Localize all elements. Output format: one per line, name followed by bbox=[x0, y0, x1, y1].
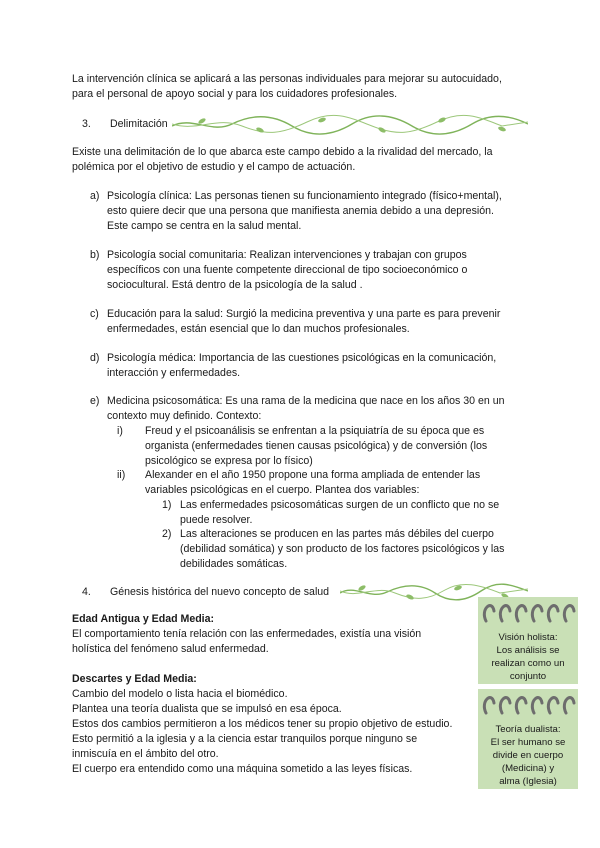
note-line: Teoría dualista: bbox=[495, 724, 561, 735]
sub-list-item bbox=[117, 424, 537, 470]
text-line: Existe una delimitación de lo que abarca este campo debido a la rivalidad del mercado, la bbox=[72, 146, 493, 158]
spiral-rings-icon bbox=[478, 597, 578, 627]
text-line: Cambio del modelo o lista hacia el biomédico. bbox=[72, 688, 288, 700]
list-marker: a) bbox=[90, 190, 100, 202]
list-item bbox=[90, 248, 530, 294]
antigua-block bbox=[72, 612, 421, 657]
list-marker: 2) bbox=[162, 528, 172, 540]
text-line: Las enfermedades psicosomáticas surgen de un conflicto que no se bbox=[180, 499, 500, 511]
text-line: organista (enfermedades tienen causas psicológica) y de conversión (los bbox=[145, 440, 488, 452]
text-line: holística del fenómeno salud enfermedad. bbox=[72, 643, 269, 655]
list-marker: i) bbox=[117, 425, 123, 437]
text-line: psicológico se expresa por lo físico) bbox=[145, 455, 313, 467]
text-line: específicos con una fuente competente direccional de tipo socioeconómico o bbox=[107, 264, 468, 276]
descartes-block bbox=[72, 672, 452, 777]
text-line: debilidades somáticas. bbox=[180, 558, 288, 570]
section-title: Génesis histórica del nuevo concepto de salud bbox=[110, 586, 330, 598]
sub-sub-list-item bbox=[162, 498, 542, 529]
list-item bbox=[90, 189, 530, 235]
text-line: Freud y el psicoanálisis se enfrentan a la psiquiatría de su época que es bbox=[145, 425, 485, 437]
text-line: Psicología social comunitaria: Realizan intervenciones y trabajan con grupos bbox=[107, 249, 467, 261]
text-line: enfermedades, están esencial que lo dan muchos profesionales. bbox=[107, 323, 410, 335]
text-line: Plantea una teoría dualista que se impulsó en esa época. bbox=[72, 703, 342, 715]
section-number: 4. bbox=[82, 586, 91, 598]
list-marker: e) bbox=[90, 395, 100, 407]
text-line: contexto muy definido. Contexto: bbox=[107, 410, 262, 422]
vine-decoration bbox=[172, 112, 528, 138]
block-title: Edad Antigua y Edad Media: bbox=[72, 613, 215, 625]
note-line: (Medicina) y bbox=[501, 763, 555, 774]
intro-paragraph bbox=[72, 72, 502, 102]
spiral-rings-icon bbox=[478, 689, 578, 719]
text-line: Esto permitió a la iglesia y a la ciencia estar tranquilos porque ninguno se bbox=[72, 733, 418, 745]
list-item bbox=[90, 351, 530, 382]
list-marker: b) bbox=[90, 249, 100, 261]
text-line: sociocultural. Está dentro de la psicología de la salud . bbox=[107, 279, 363, 291]
block-title: Descartes y Edad Media: bbox=[72, 673, 197, 685]
note-line: Los análisis se bbox=[496, 645, 560, 656]
list-marker: d) bbox=[90, 352, 100, 364]
text-line: Estos dos cambios permitieron a los médicos tener su propio objetivo de estudio. bbox=[72, 718, 453, 730]
section-number: 3. bbox=[82, 118, 91, 130]
delimitation-paragraph bbox=[72, 145, 492, 175]
text-line: Psicología médica: Importancia de las cuestiones psicológicas en la comunicación, bbox=[107, 352, 497, 364]
text-line: El cuerpo era entendido como una máquina sometido a las leyes físicas. bbox=[72, 763, 413, 775]
text-line: Alexander en el año 1950 propone una forma ampliada de entender las bbox=[145, 469, 481, 481]
sub-sub-list-item bbox=[162, 527, 542, 573]
sticky-note-dualista bbox=[478, 689, 578, 789]
text-line: Psicología clínica: Las personas tienen su funcionamiento integrado (físico+mental), bbox=[107, 190, 502, 202]
list-item bbox=[90, 394, 530, 425]
note-line: El ser humano se bbox=[490, 737, 566, 748]
text-line: polémica por el objetivo de estudio y el campo de actuación. bbox=[72, 161, 356, 173]
note-line: alma (Iglesia) bbox=[499, 776, 557, 787]
text-line: (debilidad somática) y son producto de los factores psicológicos y las bbox=[180, 543, 505, 555]
sub-list-item bbox=[117, 468, 537, 499]
note-line: realizan como un bbox=[491, 658, 565, 669]
sticky-note-holista bbox=[478, 597, 578, 684]
note-line: Visión holista: bbox=[498, 632, 558, 643]
text-line: El comportamiento tenía relación con las enfermedades, existía una visión bbox=[72, 628, 422, 640]
text-line: puede resolver. bbox=[180, 514, 253, 526]
section-title: Delimitación bbox=[110, 118, 168, 130]
text-line: Este campo se centra en la salud mental. bbox=[107, 220, 302, 232]
list-marker: c) bbox=[90, 308, 99, 320]
text-line: inmiscuía en el ámbito del otro. bbox=[72, 748, 219, 760]
note-line: divide en cuerpo bbox=[492, 750, 564, 761]
text-line: para el personal de apoyo social y para los cuidadores profesionales. bbox=[72, 88, 398, 100]
list-marker: 1) bbox=[162, 499, 172, 511]
note-line: conjunto bbox=[509, 671, 547, 682]
list-item bbox=[90, 307, 530, 338]
text-line: La intervención clínica se aplicará a las personas individuales para mejorar su autocuidado, bbox=[72, 73, 502, 85]
text-line: Medicina psicosomática: Es una rama de la medicina que nace en los años 30 en un bbox=[107, 395, 505, 407]
text-line: interacción y enfermedades. bbox=[107, 367, 241, 379]
text-line: esto quiere decir que una persona que manifiesta anemia debido a una depresión. bbox=[107, 205, 494, 217]
list-marker: ii) bbox=[117, 469, 126, 481]
text-line: Las alteraciones se producen en las partes más débiles del cuerpo bbox=[180, 528, 494, 540]
text-line: Educación para la salud: Surgió la medicina preventiva y una parte es para prevenir bbox=[107, 308, 501, 320]
text-line: variables psicológicas en el cuerpo. Plantea dos variables: bbox=[145, 484, 420, 496]
